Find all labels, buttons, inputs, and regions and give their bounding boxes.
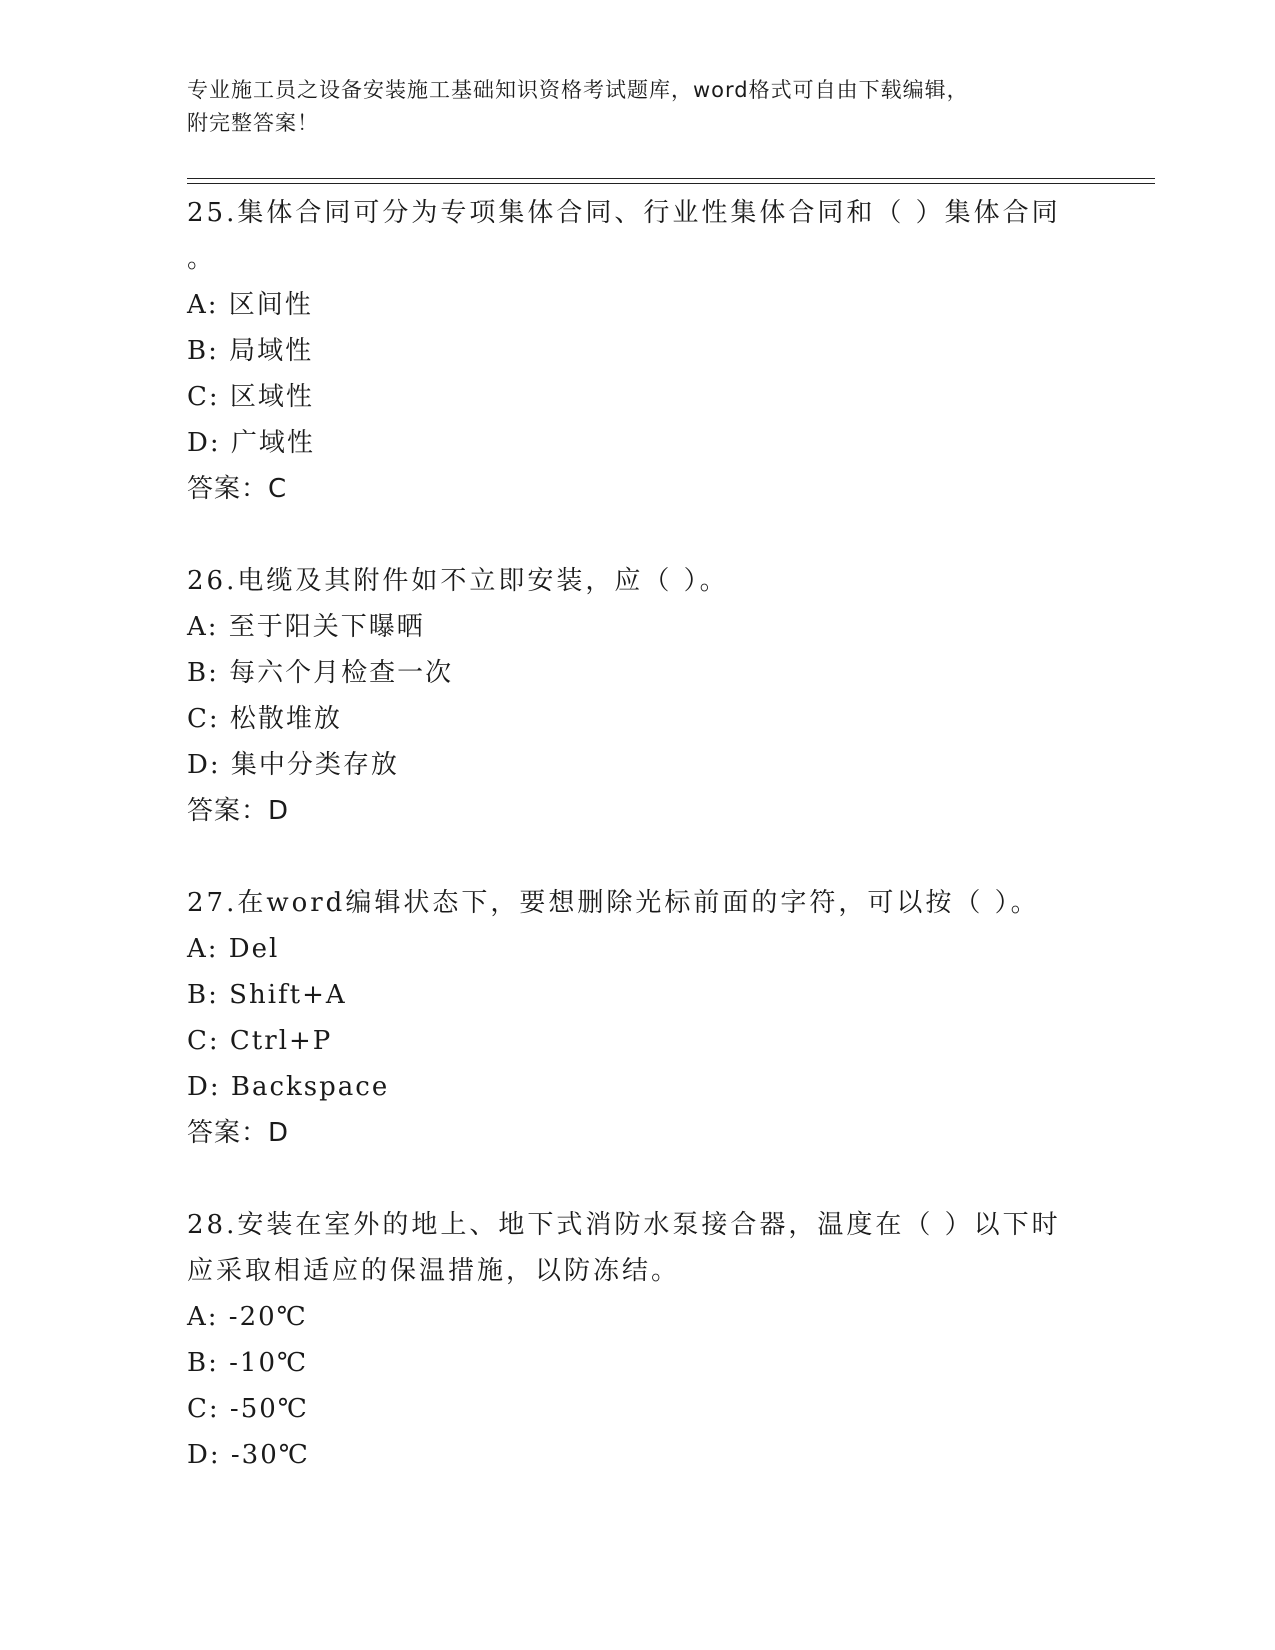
option-c: C: -50℃ (187, 1394, 309, 1424)
question-stem: 25.集体合同可分为专项集体合同、行业性集体合同和（ ）集体合同 (187, 198, 1061, 228)
question-stem: 27.在word编辑状态下，要想删除光标前面的字符，可以按（ ）。 (187, 888, 1040, 918)
answer-line: 答案：D (187, 1118, 290, 1148)
question-stem: 26.电缆及其附件如不立即安装，应（ ）。 (187, 566, 729, 596)
question-list (187, 190, 1087, 1478)
option-b: B: 局域性 (187, 336, 314, 366)
question-stem-continuation: 。 (187, 244, 217, 274)
option-d: D: 广域性 (187, 428, 315, 458)
question-28 (187, 1202, 1087, 1478)
option-a: A: 至于阳关下曝晒 (187, 612, 425, 642)
header-rule-bottom (187, 183, 1155, 184)
option-c: C: 区域性 (187, 382, 314, 412)
answer-line: 答案：C (187, 474, 288, 504)
question-25 (187, 190, 1087, 558)
option-d: D: 集中分类存放 (187, 750, 399, 780)
header-line-1: 专业施工员之设备安装施工基础知识资格考试题库，word格式可自由下载编辑， (187, 78, 969, 102)
option-a: A: 区间性 (187, 290, 313, 320)
header-rule-top (187, 178, 1155, 179)
option-b: B: 每六个月检查一次 (187, 658, 454, 688)
question-26 (187, 558, 1087, 880)
header-line-2: 附完整答案！ (187, 111, 319, 135)
question-spacer (187, 1156, 1087, 1202)
option-a: A: Del (187, 934, 280, 964)
option-c: C: Ctrl+P (187, 1026, 333, 1056)
question-spacer (187, 834, 1087, 880)
option-b: B: -10℃ (187, 1348, 309, 1378)
question-stem: 28.安装在室外的地上、地下式消防水泵接合器，温度在（ ）以下时 (187, 1210, 1061, 1240)
question-spacer (187, 512, 1087, 558)
option-d: D: Backspace (187, 1072, 390, 1102)
answer-line: 答案：D (187, 796, 290, 826)
question-27 (187, 880, 1087, 1202)
document-header (187, 74, 1047, 140)
option-b: B: Shift+A (187, 980, 347, 1010)
option-d: D: -30℃ (187, 1440, 310, 1470)
option-a: A: -20℃ (187, 1302, 308, 1332)
question-stem-continuation: 应采取相适应的保温措施，以防冻结。 (187, 1256, 681, 1286)
option-c: C: 松散堆放 (187, 704, 342, 734)
